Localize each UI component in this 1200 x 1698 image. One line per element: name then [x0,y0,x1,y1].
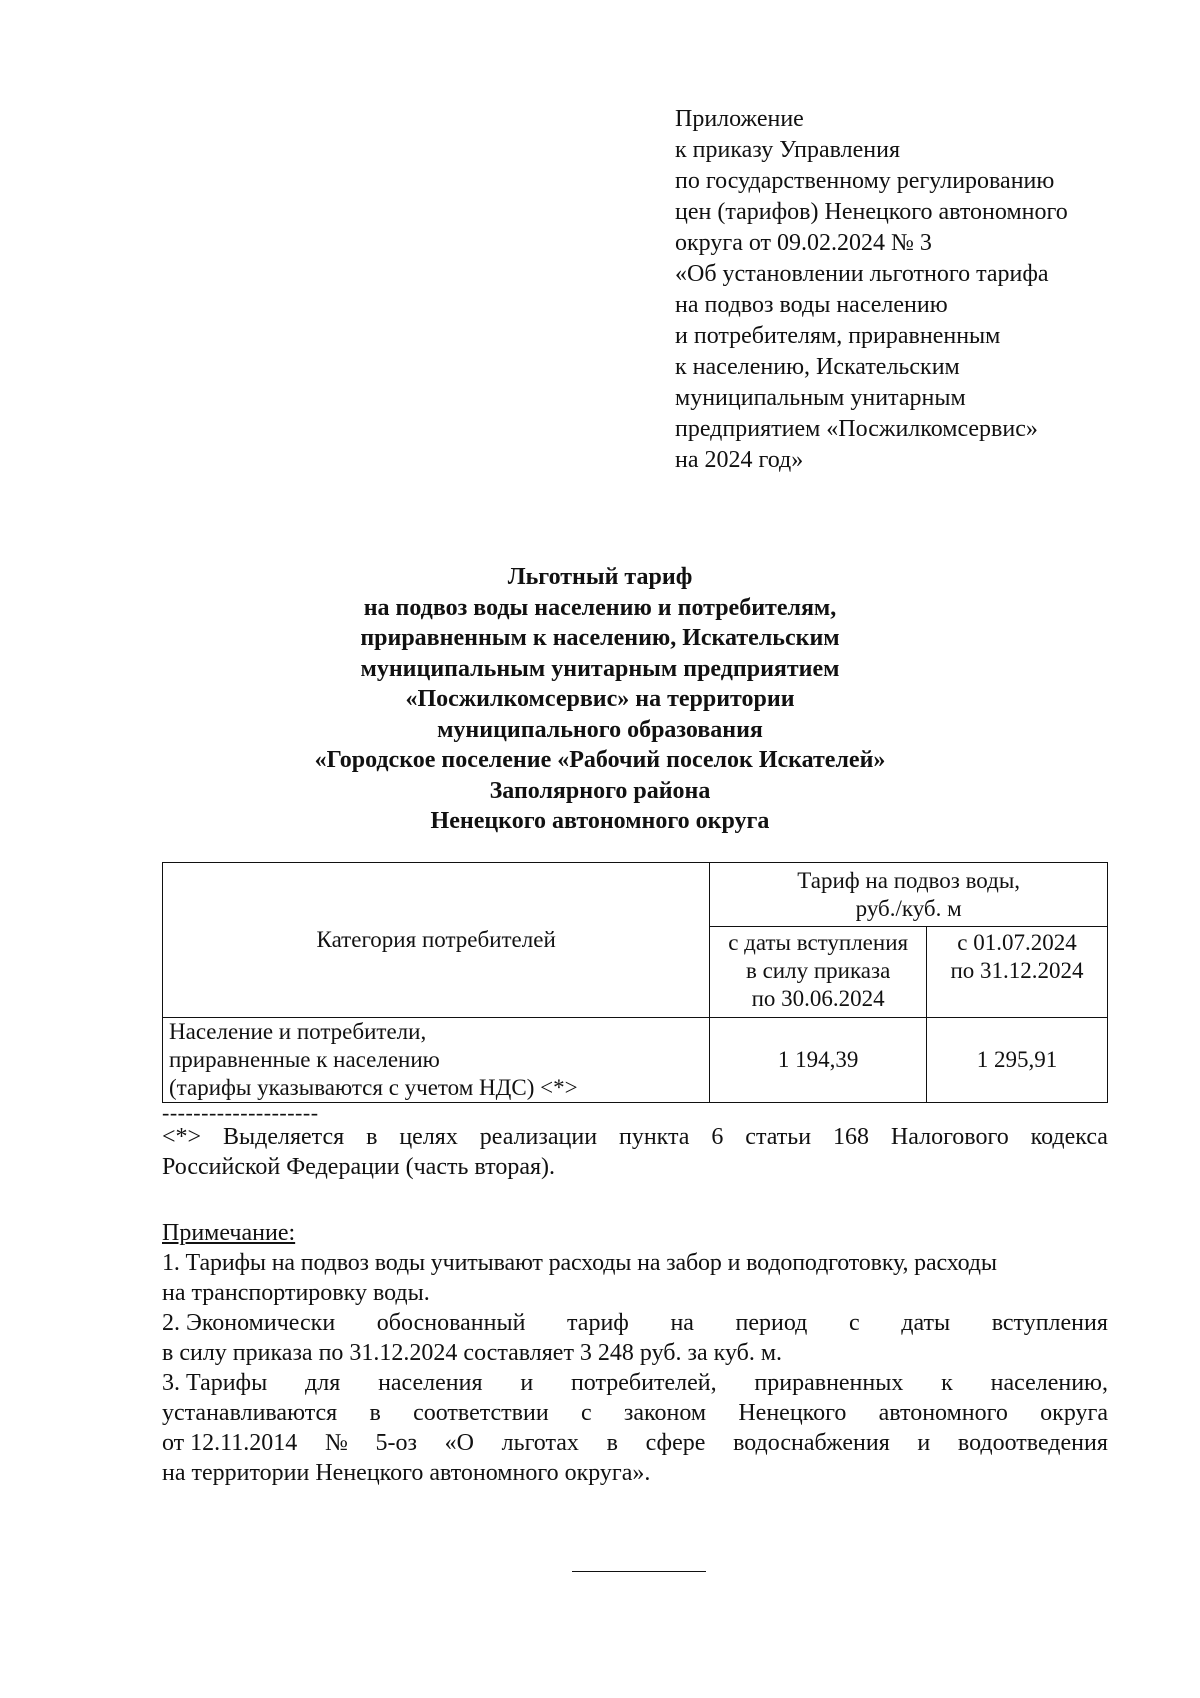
note-word: законом [623,1400,707,1426]
row-value1-cell [710,1018,927,1103]
period1-line: по 30.06.2024 [751,986,885,1011]
footnote-word: <*> [162,1124,202,1150]
period2-line: с 01.07.2024 [957,930,1077,955]
appendix-line: округа от 09.02.2024 № 3 [675,230,932,256]
footnote-word: Налогового [890,1124,1009,1150]
note-word: от 12.11.2014 [162,1430,298,1456]
note-word: льготах [501,1430,579,1456]
period2-header-cell [926,927,1107,1018]
closing-rule [572,1571,706,1572]
note-word: водоотведения [957,1430,1108,1456]
note-word: округа [1040,1400,1108,1426]
note-word: населения [378,1370,483,1396]
title-line: приравненным к населению, Искательским [360,625,840,651]
category-header: Категория потребителей [316,927,556,952]
appendix-line: муниципальным унитарным [675,385,966,411]
period1-line: с даты вступления [728,930,909,955]
note-2-line: в силу приказа по 31.12.2024 составляет 3 248 руб. за куб. м. [162,1340,783,1366]
note-word: водоснабжения [733,1430,890,1456]
appendix-line: Приложение [675,106,804,132]
title-line: Ненецкого автономного округа [430,808,770,834]
title-line: муниципального образования [437,716,763,743]
note-word: населению, [990,1370,1108,1396]
row-value2-cell [926,1018,1107,1103]
footnote-word: кодекса [1030,1124,1108,1150]
note-word: в [606,1430,618,1456]
appendix-line: по государственному регулированию [675,168,1055,194]
footnote-word: пункта [618,1124,690,1150]
row-value1: 1 194,39 [777,1047,859,1072]
note-2-line [162,1308,1108,1338]
notes-heading: Примечание: [162,1220,296,1246]
period1-line: в силу приказа [745,958,891,983]
footnote-separator: -------------------- [162,1100,319,1125]
note-3-line [162,1428,1108,1458]
note-word: 5-оз [375,1430,417,1456]
footnote-word: целях [399,1124,458,1150]
period2-line: по 31.12.2024 [950,958,1084,983]
tariff-table [162,862,1108,1103]
footnote-word: реализации [479,1124,598,1150]
row-label-line: приравненные к населению [169,1047,440,1072]
note-word: 3. Тарифы [162,1370,268,1396]
notes [162,1218,1108,1488]
note-word: к [941,1370,953,1396]
appendix-block [675,104,1145,476]
note-1-line: 1. Тарифы на подвоз воды учитывают расходы на забор и водоподготовку, расходы [162,1250,997,1276]
note-word: с [848,1310,860,1336]
tariff-header-unit: руб./куб. м [855,895,962,921]
note-word: «О [444,1430,474,1456]
note-word: обоснованный [376,1310,526,1336]
appendix-line: предприятием «Посжилкомсервис» [675,416,1038,442]
appendix-line: цен (тарифов) Ненецкого автономного [675,199,1068,225]
footnote-word: статьи [745,1124,812,1150]
tariff-header-cell [710,863,1108,927]
footnote-line: Российской Федерации (часть вторая). [162,1154,556,1180]
title-line: «Городское поселение «Рабочий поселок Искателей» [314,747,886,773]
appendix-line: «Об установлении льготного тарифа [675,261,1049,287]
appendix-line: к населению, Искательским [675,354,960,380]
note-word: устанавливаются [162,1400,338,1426]
note-word: 2. Экономически [162,1310,336,1336]
note-word: тариф [567,1310,629,1336]
row-value2: 1 295,91 [976,1047,1058,1072]
row-label-line: Население и потребители, [169,1019,427,1044]
note-word: сфере [645,1430,706,1456]
footnote-line [162,1122,1108,1152]
note-word: на [670,1310,694,1336]
category-header-cell [163,863,710,1018]
note-3-line [162,1368,1108,1398]
footnote [162,1122,1108,1182]
note-word: потребителей, [570,1370,717,1396]
note-word: период [735,1310,808,1336]
note-word: с [580,1400,592,1426]
appendix-line: к приказу Управления [675,137,901,163]
footnote-word: 168 [832,1124,869,1150]
document-title [150,562,1050,837]
row-category-cell [163,1018,710,1103]
period1-header-cell [710,927,927,1018]
note-word: № [324,1430,348,1456]
note-word: автономного [878,1400,1008,1426]
note-word: вступления [991,1310,1108,1336]
note-word: Ненецкого [738,1400,847,1426]
note-word: соответствии [413,1400,549,1426]
footnote-word: Выделяется [223,1124,345,1150]
table-row [163,1018,1108,1103]
note-word: и [917,1430,931,1456]
title-line: «Посжилкомсервис» на территории [405,686,795,712]
note-word: даты [901,1310,951,1336]
note-1-line: на транспортировку воды. [162,1280,430,1306]
note-word: для [305,1370,341,1396]
note-3-line [162,1398,1108,1428]
appendix-line: на 2024 год» [675,447,804,473]
title-line: на подвоз воды населению и потребителям, [363,594,837,621]
title-line: Заполярного района [489,777,711,804]
footnote-word: в [366,1124,378,1150]
row-label-line: (тарифы указываются с учетом НДС) <*> [169,1075,578,1100]
note-word: в [369,1400,381,1426]
note-word: и [520,1370,534,1396]
note-word: приравненных [754,1370,904,1396]
tariff-header-line: Тариф на подвоз воды, [797,867,1021,893]
title-line: Льготный тариф [507,564,693,590]
title-line: муниципальным унитарным предприятием [360,655,840,682]
appendix-line: и потребителям, приравненным [675,323,1001,349]
footnote-word: 6 [711,1124,724,1150]
note-3-line: на территории Ненецкого автономного округа». [162,1460,651,1486]
appendix-line: на подвоз воды населению [675,292,948,318]
table-header-row [163,863,1108,927]
